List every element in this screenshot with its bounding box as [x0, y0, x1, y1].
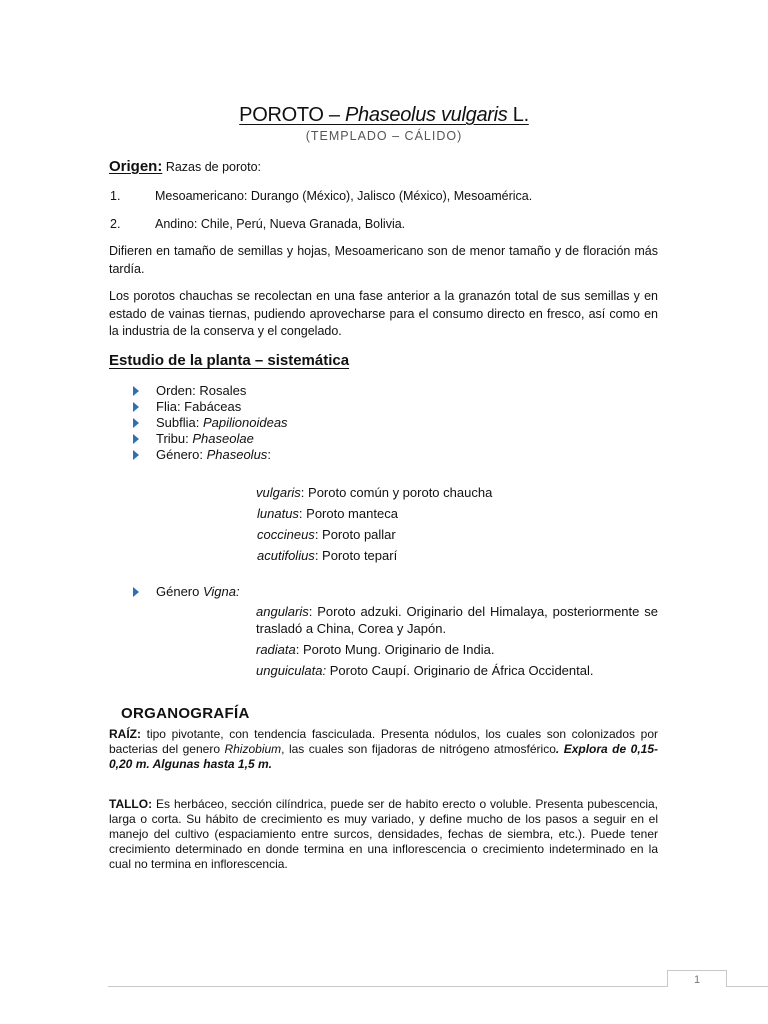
- bullet-label: Tribu:: [156, 431, 193, 446]
- organography-heading: ORGANOGRAFÍA: [121, 705, 250, 722]
- bullet-value: Papilionoideas: [202, 415, 288, 430]
- tallo-text: Es herbáceo, sección cilíndrica, puede ser de habito erecto o voluble. Presenta pubescencia, larga o corta. Su hábito de crecimiento es muy variado, y define mucho de los pasos a seguir en el manejo del cultivo (espaciamiento entre surcos, densidades, fechas de siembra, etc.). Puede tener crecimiento determinado en donde termina en una inflorescencia o crecimiento indeterminado en la cual no termina en inflorescencia.: [109, 797, 658, 871]
- bullet-value: Fabáceas: [184, 399, 242, 414]
- bullet-label: Orden:: [156, 383, 200, 398]
- origin-intro: Razas de poroto:: [165, 160, 262, 174]
- species-name: lunatus: [257, 506, 299, 521]
- bullet-label: Subflia:: [156, 415, 203, 430]
- species-name: radiata: [256, 642, 296, 657]
- origin-heading-row: [109, 158, 261, 177]
- species-desc: : Poroto manteca: [298, 506, 398, 521]
- bullet-value: Vigna:: [202, 584, 240, 599]
- species-name: vulgaris: [256, 485, 301, 500]
- origin-item-2: [110, 216, 120, 234]
- tallo-label: TALLO:: [109, 797, 153, 811]
- species-desc: Poroto Caupí. Originario de África Occidental.: [326, 663, 594, 678]
- species-acutifolius: [257, 547, 397, 564]
- raiz-italic: Rhizobium: [224, 742, 282, 756]
- origin-item-1-text: Mesoamericano: Durango (México), Jalisco (México), Mesoamérica.: [155, 189, 533, 203]
- species-desc: : Poroto teparí: [314, 548, 398, 563]
- bullet-value: Rosales: [199, 383, 247, 398]
- page-number: 1: [667, 970, 727, 987]
- origin-item-1: [110, 188, 120, 206]
- species-desc: : Poroto adzuki. Originario del Himalaya, posteriormente se trasladó a China, Corea y Japón.: [256, 604, 658, 636]
- species-lunatus: [257, 505, 398, 522]
- raiz-text-2: , las cuales son fijadoras de nitrógeno atmosférico: [281, 742, 556, 756]
- bullet-value: Phaseolus: [206, 447, 268, 462]
- raiz-label: RAÍZ:: [109, 727, 141, 741]
- title-scientific-name: Phaseolus vulgaris: [345, 104, 508, 126]
- bullet-suffix: :: [267, 447, 271, 462]
- bullet-arrow-icon: [133, 450, 139, 460]
- species-desc: : Poroto Mung. Originario de India.: [295, 642, 495, 657]
- origin-item-number: 2.: [110, 217, 121, 231]
- raiz-bold-italic: . Explora de 0,15-0,20 m. Algunas hasta 1,5 m.: [109, 742, 659, 771]
- species-desc: : Poroto pallar: [314, 527, 396, 542]
- origin-heading: Origen:: [109, 158, 163, 175]
- species-name: angularis: [256, 604, 309, 619]
- origin-paragraph-2: Los porotos chauchas se recolectan en una fase anterior a la granazón total de sus semillas y en estado de vainas tiernas, pudiendo aprovecharse para el consumo directo en fresco, así como en la industria de la conserva y el congelado.: [109, 289, 658, 338]
- raiz-text: tipo pivotante, con tendencia fasciculada. Presenta nódulos, los cuales son colonizados por bacterias del genero: [109, 727, 658, 756]
- species-coccineus: [257, 526, 396, 543]
- species-desc: : Poroto común y poroto chaucha: [300, 485, 493, 500]
- bullet-arrow-icon: [133, 587, 139, 597]
- bullet-arrow-icon: [133, 386, 139, 396]
- species-vulgaris: [256, 484, 492, 501]
- bullet-arrow-icon: [133, 402, 139, 412]
- species-name: acutifolius: [257, 548, 315, 563]
- species-angularis: [256, 603, 658, 637]
- bullet-value: Phaseolae: [192, 431, 254, 446]
- bullet-label: Flia:: [156, 399, 185, 414]
- species-name: coccineus: [257, 527, 315, 542]
- origin-item-2-text: Andino: Chile, Perú, Nueva Granada, Bolivia.: [155, 217, 406, 231]
- bullet-label: Género:: [156, 447, 207, 462]
- title-part-1: POROTO –: [239, 104, 346, 126]
- bullet-label: Género: [156, 584, 203, 599]
- species-radiata: [256, 641, 494, 658]
- raiz-paragraph: [109, 727, 658, 772]
- origin-item-number: 1.: [110, 189, 121, 203]
- species-unguiculata: [256, 662, 593, 679]
- bullet-arrow-icon: [133, 418, 139, 428]
- bullet-arrow-icon: [133, 434, 139, 444]
- study-heading: Estudio de la planta – sistemática: [109, 352, 350, 369]
- origin-paragraph-1: Difieren en tamaño de semillas y hojas, Mesoamericano son de menor tamaño y de floración más tardía.: [109, 244, 658, 276]
- tallo-paragraph: [109, 797, 658, 872]
- species-name: unguiculata:: [256, 663, 327, 678]
- title-part-3: L.: [507, 104, 529, 126]
- document-title: [0, 102, 768, 128]
- document-subtitle: (TEMPLADO – CÁLIDO): [305, 129, 463, 143]
